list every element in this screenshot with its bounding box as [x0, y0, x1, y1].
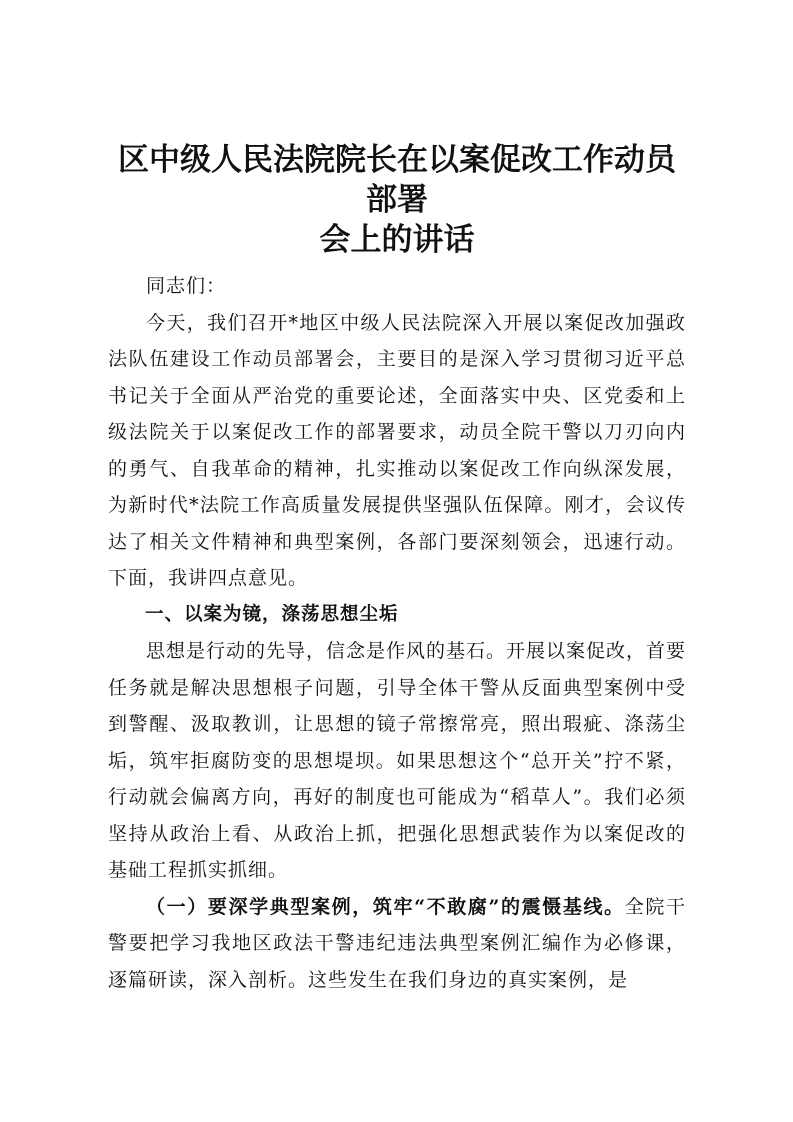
salutation: 同志们： — [146, 275, 227, 297]
subsection-1-heading: （一）要深学典型案例，筑牢“不敢腐”的震慑基线。 — [146, 895, 625, 918]
subsection-1-paragraph — [108, 889, 686, 999]
intro-paragraph: 今天，我们召开*地区中级人民法院深入开展以案促改加强政法队伍建设工作动员部署会，主要目的是深入学习贯彻习近平总书记关于全面从严治党的重要论述，全面落实中央、区党委和上级法院关于以案促改工作的部署要求，动员全院干警以刀刃向内的勇气、自我革命的精神，扎实推动以案促改工作向纵深发展，为新时代*法院工作高质量发展提供坚强队伍保障。刚才，会议传达了相关文件精神和典型案例，各部门要深刻领会，迅速行动。下面，我讲四点意见。 — [108, 311, 686, 589]
section-1-paragraph: 思想是行动的先导，信念是作风的基石。开展以案促改，首要任务就是解决思想根子问题，引导全体干警从反面典型案例中受到警醒、汲取教训，让思想的镜子常擦常亮，照出瑕疵、涤荡尘垢，筑牢拒腐防变的思想堤坝。如果思想这个“总开关”拧不紧，行动就会偏离方向，再好的制度也可能成为“稻草人”。我们必须坚持从政治上看、从政治上抓，把强化思想武装作为以案促改的基础工程抓实抓细。 — [108, 640, 687, 881]
title-line-2: 会上的讲话 — [319, 222, 475, 258]
document-title — [108, 140, 686, 260]
subsection-1-body: 全院干警要把学习我地区政法干警违纪违法典型案例汇编作为必修课，逐篇研读，深入剖析。这些发生在我们身边的真实案例，是 — [108, 895, 686, 991]
title-line-1: 区中级人民法院院长在以案促改工作动员部署 — [118, 142, 676, 218]
document-page — [108, 140, 686, 998]
section-1-heading: 一、以案为镜，涤荡思想尘垢 — [145, 603, 399, 625]
